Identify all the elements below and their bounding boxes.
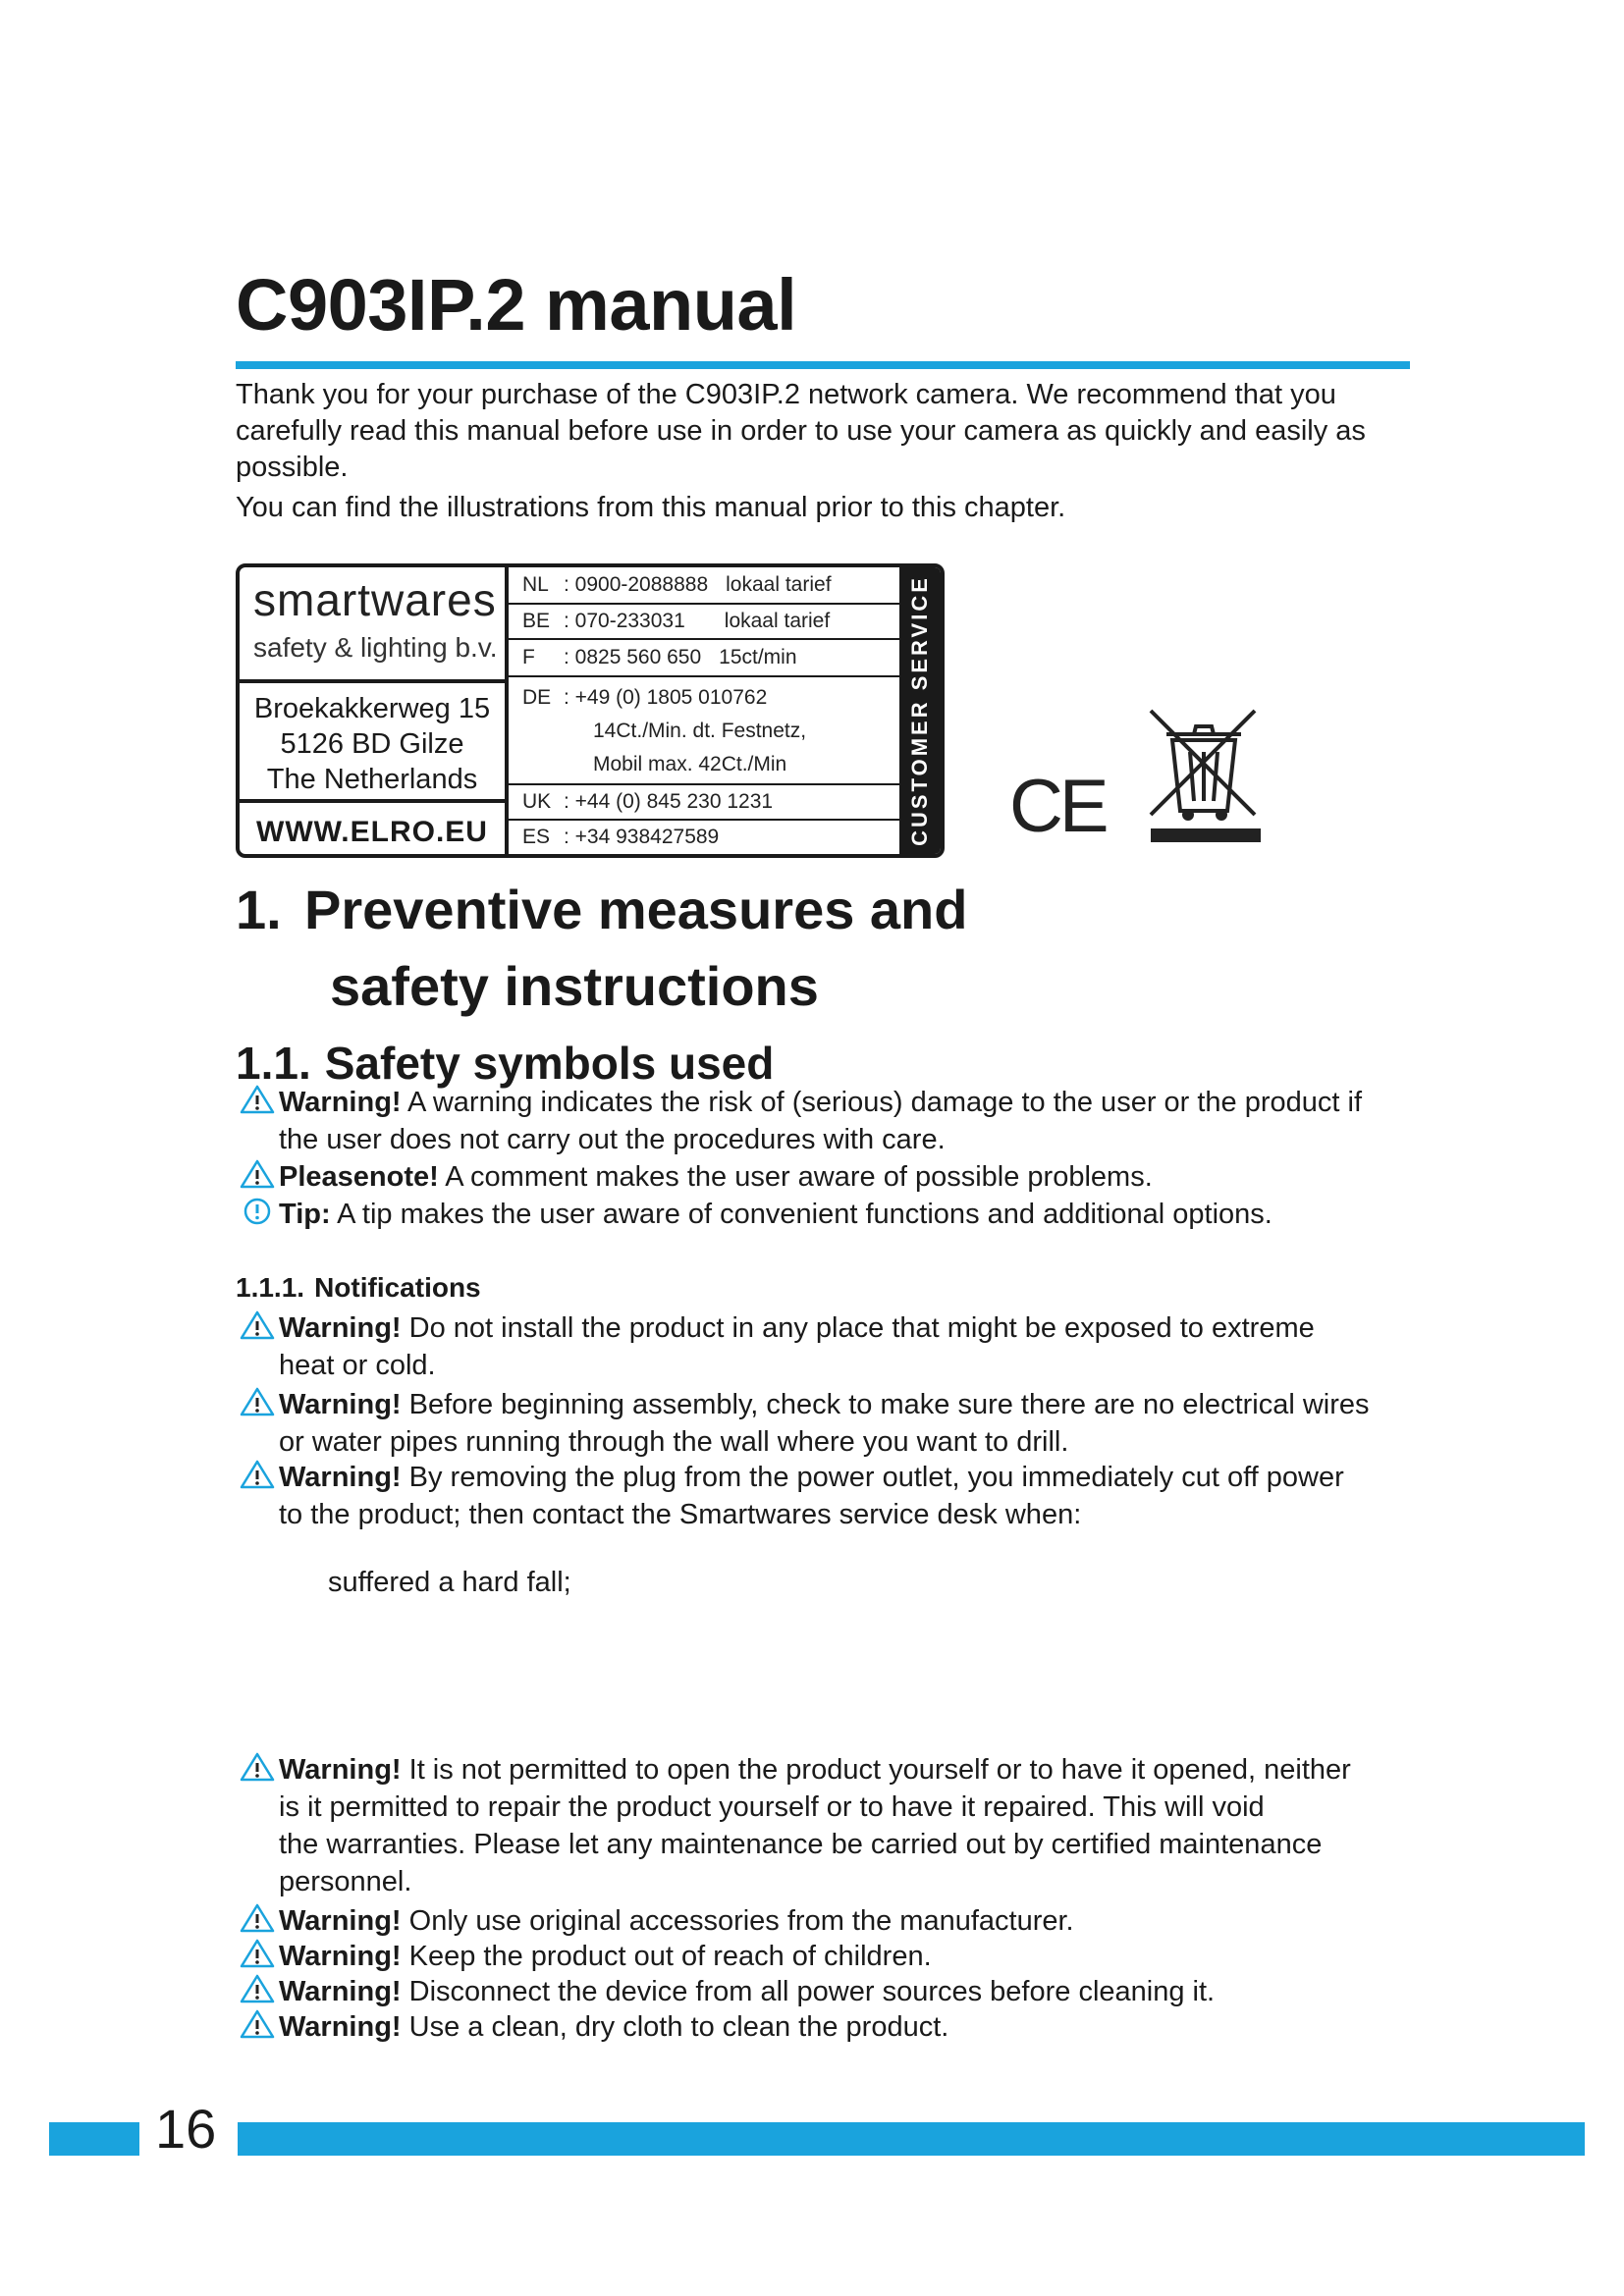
notification-label: Warning!	[279, 2011, 402, 2043]
notification-text: By removing the plug from the power outlet, you immediately cut off power	[401, 1462, 1344, 1493]
phone-row-es	[509, 821, 903, 856]
symbol-label: Tip:	[279, 1199, 331, 1230]
notification-text: Keep the product out of reach of children.	[401, 1941, 932, 1972]
notification-label: Warning!	[279, 1389, 402, 1420]
warning-icon	[240, 1084, 279, 1115]
notification-text: Use a clean, dry cloth to clean the product.	[401, 2011, 949, 2043]
bullet-hard-fall: suffered a hard fall;	[328, 1567, 571, 1598]
notification-text: It is not permitted to open the product yourself or to have it opened, neither	[401, 1754, 1351, 1786]
section-title: Safety symbols used	[324, 1038, 775, 1089]
footer-bar-left	[49, 2122, 139, 2156]
notification-item	[240, 1386, 1418, 1461]
symbol-text: A tip makes the user aware of convenient functions and additional options.	[330, 1199, 1272, 1230]
warning-icon	[240, 2008, 279, 2040]
notification-label: Warning!	[279, 1941, 402, 1972]
brand-name: smartwares	[253, 574, 497, 625]
country-code: NL	[522, 573, 549, 596]
warning-icon	[240, 1751, 279, 1783]
notification-item	[240, 1459, 1418, 1533]
notification-item	[240, 1973, 1418, 2010]
phone-rate-mobile: Mobil max. 42Ct./Min	[593, 753, 787, 775]
phone-row-uk	[509, 785, 903, 821]
notification-item	[240, 1309, 1418, 1384]
notification-label: Warning!	[279, 1754, 402, 1786]
phone-number: : 0825 560 650	[564, 646, 702, 668]
card-left-column	[240, 567, 509, 854]
notification-text-cont: the warranties. Please let any maintenance be carried out by certified maintenance	[279, 1829, 1323, 1860]
section-number: 1.	[236, 879, 282, 940]
phone-number: : +34 938427589	[564, 826, 720, 848]
card-website: WWW.ELRO.EU	[256, 816, 488, 848]
phone-rate: 15ct/min	[719, 646, 797, 668]
page-title: C903IP.2 manual	[236, 264, 797, 346]
phone-number: : +49 (0) 1805 010762	[564, 686, 768, 709]
notification-label: Warning!	[279, 1312, 402, 1344]
notification-text: Before beginning assembly, check to make sure there are no electrical wires	[401, 1389, 1370, 1420]
symbol-text: A comment makes the user aware of possible problems.	[438, 1161, 1153, 1193]
phone-row-de	[509, 677, 903, 785]
warning-icon	[240, 1386, 279, 1417]
notification-item	[240, 1938, 1418, 1975]
intro-paragraph: Thank you for your purchase of the C903IP.2 network camera. We recommend that you carefully read this manual before use in order to use your camera as quickly and easily as possible.	[236, 379, 1366, 483]
address-line: The Netherlands	[266, 764, 478, 795]
symbol-text-cont: the user does not carry out the procedures with care.	[279, 1124, 946, 1155]
notification-item	[240, 1902, 1418, 1940]
country-code: ES	[522, 826, 551, 848]
notification-text: Do not install the product in any place that might be exposed to extreme	[401, 1312, 1315, 1344]
notification-text-cont: to the product; then contact the Smartwares service desk when:	[279, 1499, 1082, 1530]
section-title: Preventive measures and	[304, 879, 968, 940]
symbol-warning	[240, 1084, 1418, 1158]
warning-icon	[240, 1938, 279, 1969]
phone-number: : 070-233031	[564, 610, 685, 632]
intro-text	[236, 377, 1414, 530]
notification-text-cont: is it permitted to repair the product yourself or to have it repaired. This will void	[279, 1791, 1265, 1823]
warning-icon	[240, 1309, 279, 1341]
symbol-label: Pleasenote!	[279, 1161, 439, 1193]
intro-paragraph-illustrations: You can find the illustrations from this manual prior to this chapter.	[236, 492, 1066, 523]
warning-icon	[240, 1973, 279, 2004]
section-1-1-heading	[236, 1037, 774, 1090]
section-title: Notifications	[314, 1272, 481, 1303]
notification-item	[240, 2008, 1418, 2046]
section-1-1-1-heading	[236, 1272, 481, 1304]
info-icon	[240, 1196, 279, 1227]
symbol-note	[240, 1158, 1418, 1196]
country-code: UK	[522, 790, 552, 813]
notification-text-cont: personnel.	[279, 1866, 412, 1897]
phone-rate: lokaal tarief	[724, 610, 831, 632]
title-rule	[236, 361, 1410, 369]
notification-item	[240, 1751, 1418, 1900]
address-line: 5126 BD Gilze	[280, 728, 464, 760]
symbol-label: Warning!	[279, 1087, 402, 1118]
customer-service-label: CUSTOMER SERVICE	[907, 575, 932, 846]
customer-service-card	[236, 563, 945, 858]
notification-text-cont: heat or cold.	[279, 1350, 436, 1381]
country-code: F	[522, 646, 535, 668]
notification-label: Warning!	[279, 1905, 402, 1937]
phone-row-f	[509, 640, 903, 677]
page-number: 16	[155, 2098, 217, 2160]
phone-rate: 14Ct./Min. dt. Festnetz,	[593, 720, 807, 742]
country-code: DE	[522, 686, 552, 709]
address-line: Broekakkerweg 15	[253, 693, 491, 724]
symbol-tip	[240, 1196, 1418, 1233]
customer-service-band	[899, 567, 941, 854]
section-number: 1.1.	[236, 1038, 311, 1089]
card-brand	[240, 567, 505, 683]
notification-text-cont: or water pipes running through the wall where you want to drill.	[279, 1426, 1069, 1458]
warning-icon	[240, 1902, 279, 1934]
phone-rate: lokaal tarief	[726, 573, 832, 596]
warning-icon	[240, 1158, 279, 1190]
section-1-heading	[236, 872, 967, 1025]
card-address	[240, 683, 505, 803]
phone-row-nl	[509, 567, 903, 605]
notification-text: Disconnect the device from all power sources before cleaning it.	[401, 1976, 1216, 2007]
phone-number: : +44 (0) 845 230 1231	[564, 790, 774, 813]
brand-subtitle: safety & lighting b.v.	[253, 632, 498, 663]
symbol-text: A warning indicates the risk of (serious) damage to the user or the product if	[401, 1087, 1363, 1118]
notification-label: Warning!	[279, 1976, 402, 2007]
notification-label: Warning!	[279, 1462, 402, 1493]
ce-mark: CE	[1009, 765, 1106, 848]
country-code: BE	[522, 610, 551, 632]
weee-bin-icon	[1145, 705, 1267, 844]
section-title-line2: safety instructions	[330, 955, 819, 1017]
phone-row-be	[509, 605, 903, 640]
phone-rows	[509, 567, 903, 854]
footer-bar-right	[238, 2122, 1585, 2156]
notification-text: Only use original accessories from the manufacturer.	[401, 1905, 1074, 1937]
section-number: 1.1.1.	[236, 1272, 305, 1303]
phone-number: : 0900-2088888	[564, 573, 709, 596]
warning-icon	[240, 1459, 279, 1490]
